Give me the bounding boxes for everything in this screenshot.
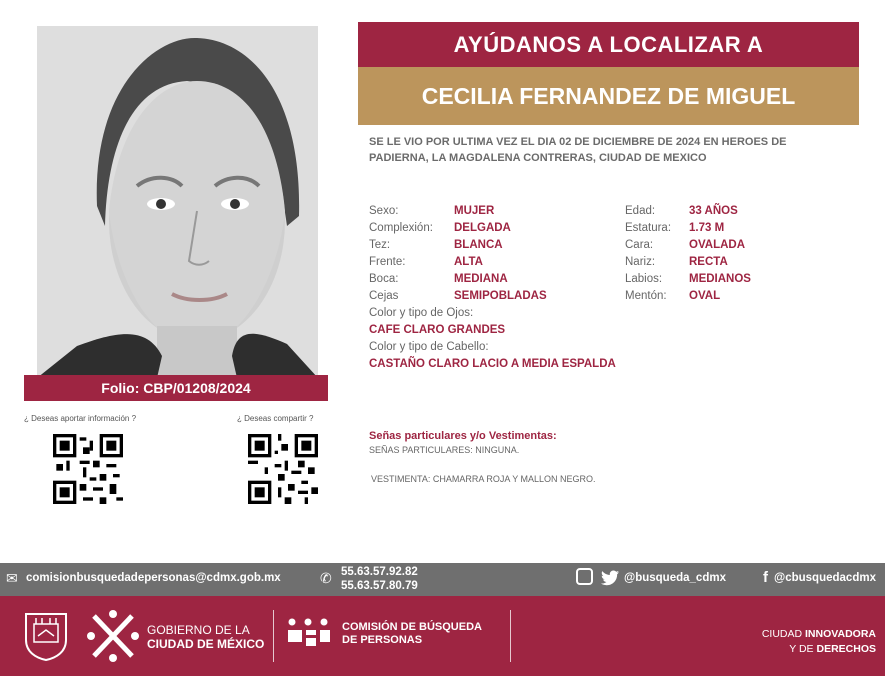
cdmx-logo-icon — [86, 608, 140, 664]
qr-code-info[interactable] — [53, 434, 123, 504]
instagram-icon[interactable] — [576, 568, 593, 585]
attr-row — [369, 237, 616, 254]
phone-1[interactable]: 55.63.57.92.82 — [341, 566, 418, 578]
contact-bar — [0, 563, 885, 596]
attr-label: Cejas — [369, 290, 399, 302]
attr-value: MUJER — [454, 205, 495, 217]
mail-icon: ✉ — [6, 570, 18, 586]
missing-person-photo — [37, 26, 318, 378]
attr-value: MEDIANA — [454, 273, 508, 285]
eyes-label-row — [369, 305, 616, 322]
comision-line-2: DE PERSONAS — [342, 634, 423, 646]
qr-right-label: ¿ Deseas compartir ? — [237, 414, 314, 423]
attr-row — [625, 288, 751, 305]
hair-label-row — [369, 339, 616, 356]
eyes-value-row — [369, 322, 616, 339]
city-slogan-2: INNOVADORA — [805, 628, 876, 640]
last-seen-text: SE LE VIO POR ULTIMA VEZ EL DIA 02 DE DICIEMBRE DE 2024 EN HEROES DE PADIERNA, LA MAGDALENA CONTRERAS, CIUDAD DE MEXICO — [369, 136, 787, 164]
city-slogan-4: DERECHOS — [816, 643, 876, 655]
attr-label: Nariz: — [625, 256, 656, 268]
attr-row — [625, 271, 751, 288]
attr-label: Estatura: — [625, 222, 672, 234]
senas-title: Señas particulares y/o Vestimentas: — [369, 430, 557, 442]
attr-label: Frente: — [369, 256, 406, 268]
attr-value: SEMIPOBLADAS — [454, 290, 547, 302]
attr-value: 1.73 M — [689, 222, 725, 234]
comision-line-1: COMISIÓN DE BÚSQUEDA — [342, 621, 482, 633]
attr-label: Cara: — [625, 239, 654, 251]
gov-line-1: GOBIERNO DE LA — [147, 623, 250, 637]
attributes-right — [625, 203, 751, 305]
attr-row — [625, 254, 751, 271]
attr-label: Mentón: — [625, 290, 667, 302]
attr-row — [369, 288, 616, 305]
attr-value: OVAL — [689, 290, 721, 302]
phone-icon: ✆ — [320, 570, 332, 586]
attr-value: DELGADA — [454, 222, 511, 234]
attr-label: Complexión: — [369, 222, 433, 234]
attr-value: OVALADA — [689, 239, 746, 251]
eyes-value: CAFE CLARO GRANDES — [369, 324, 506, 336]
folio-label: Folio: CBP/01208/2024 — [24, 375, 328, 401]
coat-of-arms-icon — [22, 610, 70, 662]
attr-row — [625, 237, 751, 254]
hair-value: CASTAÑO CLARO LACIO A MEDIA ESPALDA — [369, 358, 616, 370]
hair-value-row — [369, 356, 616, 373]
attributes-left — [369, 203, 616, 373]
person-name-banner: CECILIA FERNANDEZ DE MIGUEL — [358, 67, 859, 125]
city-slogan-3: Y DE — [789, 643, 814, 655]
attr-value: BLANCA — [454, 239, 503, 251]
attr-value: 33 AÑOS — [689, 205, 738, 217]
attr-label: Sexo: — [369, 205, 399, 217]
attr-label: Edad: — [625, 205, 656, 217]
city-slogan — [740, 627, 876, 657]
email-link[interactable]: comisionbusquedadepersonas@cdmx.gob.mx — [26, 572, 281, 584]
attr-label: Boca: — [369, 273, 399, 285]
comision-logo-icon — [286, 618, 332, 650]
attr-value: ALTA — [454, 256, 483, 268]
divider — [510, 610, 511, 662]
alert-title-banner: AYÚDANOS A LOCALIZAR A — [358, 22, 859, 67]
attr-value: RECTA — [689, 256, 728, 268]
city-slogan-1: CIUDAD — [761, 628, 803, 640]
phone-2[interactable]: 55.63.57.80.79 — [341, 580, 418, 592]
attr-value: MEDIANOS — [689, 273, 751, 285]
attr-row — [369, 203, 616, 220]
facebook-handle[interactable]: @cbusquedacdmx — [774, 572, 876, 584]
attr-row — [369, 271, 616, 288]
gov-line-2: CIUDAD DE MÉXICO — [147, 637, 265, 651]
attr-row — [369, 254, 616, 271]
qr-left-label: ¿ Deseas aportar información ? — [24, 414, 137, 423]
attr-label: Labios: — [625, 273, 663, 285]
twitter-handle[interactable]: @busqueda_cdmx — [624, 572, 726, 584]
divider — [273, 610, 274, 662]
footer — [0, 596, 885, 676]
hair-label: Color y tipo de Cabello: — [369, 341, 489, 353]
attr-label: Tez: — [369, 239, 391, 251]
qr-code-share[interactable] — [248, 434, 318, 504]
attr-row — [625, 203, 751, 220]
twitter-icon[interactable] — [601, 570, 619, 586]
vestimenta-text: VESTIMENTA: CHAMARRA ROJA Y MALLON NEGRO. — [371, 474, 596, 484]
facebook-icon[interactable]: f — [763, 569, 768, 586]
attr-row — [625, 220, 751, 237]
senas-text: SEÑAS PARTICULARES: NINGUNA. — [369, 445, 520, 455]
eyes-label: Color y tipo de Ojos: — [369, 307, 474, 319]
attr-row — [369, 220, 616, 237]
